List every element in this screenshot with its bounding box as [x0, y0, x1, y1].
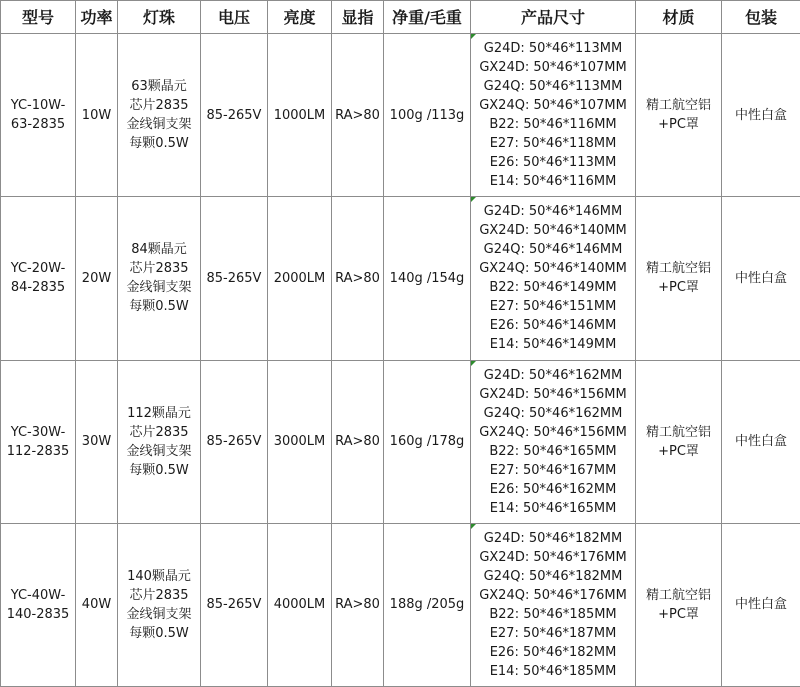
chips-line: 芯片2835: [129, 261, 189, 277]
model-cell: [1, 523, 76, 686]
material-cell: [636, 34, 722, 197]
header-material: 材质: [636, 1, 722, 34]
sizes-cell: [471, 523, 636, 686]
chips-line: 金线铜支架: [126, 606, 192, 622]
size-line: E14: 50*46*116MM: [489, 174, 617, 190]
size-line: GX24Q: 50*46*156MM: [479, 424, 627, 440]
sizes-cell: [471, 360, 636, 523]
model-cell: [1, 34, 76, 197]
size-line: G24Q: 50*46*162MM: [483, 405, 623, 421]
chips-cell: [118, 360, 201, 523]
chips-line: 金线铜支架: [126, 280, 192, 296]
size-line: G24D: 50*46*146MM: [483, 204, 623, 220]
cri-cell: RA>80: [332, 523, 384, 686]
size-line: GX24Q: 50*46*176MM: [479, 587, 627, 603]
lumen-cell: 4000LM: [268, 523, 332, 686]
material-line: 精工航空铝: [645, 424, 711, 440]
material-line: +PC罩: [658, 443, 699, 459]
power-cell: 20W: [76, 197, 118, 360]
model-line: 112-2835: [6, 443, 70, 459]
cri-cell: RA>80: [332, 34, 384, 197]
cri-cell: RA>80: [332, 360, 384, 523]
model-line: 63-2835: [10, 117, 66, 133]
header-lumen: 亮度: [268, 1, 332, 34]
chips-line: 每颗0.5W: [129, 136, 189, 152]
size-line: GX24D: 50*46*156MM: [479, 386, 627, 402]
model-line: 84-2835: [10, 280, 66, 296]
size-line: GX24D: 50*46*107MM: [479, 60, 627, 76]
header-chips: 灯珠: [118, 1, 201, 34]
chips-line: 每颗0.5W: [129, 625, 189, 641]
size-line: B22: 50*46*165MM: [489, 443, 617, 459]
size-line: B22: 50*46*116MM: [489, 117, 617, 133]
size-line: E14: 50*46*149MM: [489, 337, 617, 353]
size-line: E27: 50*46*187MM: [489, 625, 617, 641]
chips-line: 84颗晶元: [131, 242, 187, 258]
size-line: E26: 50*46*113MM: [489, 155, 617, 171]
chips-line: 金线铜支架: [126, 443, 192, 459]
voltage-cell: 85-265V: [201, 523, 268, 686]
header-cri: 显指: [332, 1, 384, 34]
size-line: E27: 50*46*118MM: [489, 136, 617, 152]
power-cell: 40W: [76, 523, 118, 686]
header-weight: 净重/毛重: [384, 1, 471, 34]
material-cell: [636, 360, 722, 523]
chips-line: 芯片2835: [129, 587, 189, 603]
material-line: 精工航空铝: [645, 587, 711, 603]
material-line: 精工航空铝: [645, 261, 711, 277]
size-line: GX24D: 50*46*176MM: [479, 549, 627, 565]
size-line: G24D: 50*46*113MM: [483, 41, 623, 57]
packing-cell: 中性白盒: [722, 197, 800, 360]
material-line: +PC罩: [658, 117, 699, 133]
size-line: GX24Q: 50*46*140MM: [479, 261, 627, 277]
size-line: B22: 50*46*185MM: [489, 606, 617, 622]
weight-cell: 160g /178g: [384, 360, 471, 523]
size-line: G24Q: 50*46*113MM: [483, 79, 623, 95]
model-line: YC-40W-: [10, 587, 66, 603]
header-row: [1, 1, 800, 34]
material-line: 精工航空铝: [645, 98, 711, 114]
size-line: G24Q: 50*46*182MM: [483, 568, 623, 584]
size-line: GX24D: 50*46*140MM: [479, 223, 627, 239]
header-packing: 包装: [722, 1, 800, 34]
chips-line: 芯片2835: [129, 98, 189, 114]
chips-line: 金线铜支架: [126, 117, 192, 133]
header-sizes: 产品尺寸: [471, 1, 636, 34]
size-line: E26: 50*46*182MM: [489, 644, 617, 660]
material-line: +PC罩: [658, 606, 699, 622]
chips-line: 63颗晶元: [131, 79, 187, 95]
header-power: 功率: [76, 1, 118, 34]
header-model: 型号: [1, 1, 76, 34]
chips-line: 芯片2835: [129, 424, 189, 440]
sizes-cell: [471, 34, 636, 197]
material-line: +PC罩: [658, 280, 699, 296]
chips-line: 每颗0.5W: [129, 462, 189, 478]
model-line: 140-2835: [6, 606, 70, 622]
cri-cell: RA>80: [332, 197, 384, 360]
voltage-cell: 85-265V: [201, 34, 268, 197]
model-cell: [1, 360, 76, 523]
chips-cell: [118, 523, 201, 686]
packing-cell: 中性白盒: [722, 34, 800, 197]
chips-line: 112颗晶元: [127, 405, 191, 421]
power-cell: 10W: [76, 34, 118, 197]
size-line: GX24Q: 50*46*107MM: [479, 98, 627, 114]
model-line: YC-10W-: [10, 98, 66, 114]
size-line: E14: 50*46*185MM: [489, 663, 617, 679]
lumen-cell: 1000LM: [268, 34, 332, 197]
chips-line: 每颗0.5W: [129, 299, 189, 315]
size-line: G24Q: 50*46*146MM: [483, 242, 623, 258]
chips-line: 140颗晶元: [127, 568, 191, 584]
model-line: YC-30W-: [10, 424, 66, 440]
size-line: E27: 50*46*167MM: [489, 462, 617, 478]
chips-cell: [118, 34, 201, 197]
size-line: G24D: 50*46*162MM: [483, 367, 623, 383]
packing-cell: 中性白盒: [722, 360, 800, 523]
weight-cell: 188g /205g: [384, 523, 471, 686]
size-line: E14: 50*46*165MM: [489, 500, 617, 516]
material-cell: [636, 197, 722, 360]
packing-cell: 中性白盒: [722, 523, 800, 686]
header-voltage: 电压: [201, 1, 268, 34]
size-line: G24D: 50*46*182MM: [483, 530, 623, 546]
lumen-cell: 2000LM: [268, 197, 332, 360]
table-row: [1, 197, 800, 360]
power-cell: 30W: [76, 360, 118, 523]
size-line: E26: 50*46*146MM: [489, 318, 617, 334]
table-row: [1, 523, 800, 686]
model-cell: [1, 197, 76, 360]
material-cell: [636, 523, 722, 686]
table-row: [1, 34, 800, 197]
size-line: E27: 50*46*151MM: [489, 299, 617, 315]
weight-cell: 100g /113g: [384, 34, 471, 197]
voltage-cell: 85-265V: [201, 360, 268, 523]
voltage-cell: 85-265V: [201, 197, 268, 360]
table-row: [1, 360, 800, 523]
weight-cell: 140g /154g: [384, 197, 471, 360]
size-line: B22: 50*46*149MM: [489, 280, 617, 296]
sizes-cell: [471, 197, 636, 360]
size-line: E26: 50*46*162MM: [489, 481, 617, 497]
model-line: YC-20W-: [10, 261, 66, 277]
chips-cell: [118, 197, 201, 360]
lumen-cell: 3000LM: [268, 360, 332, 523]
